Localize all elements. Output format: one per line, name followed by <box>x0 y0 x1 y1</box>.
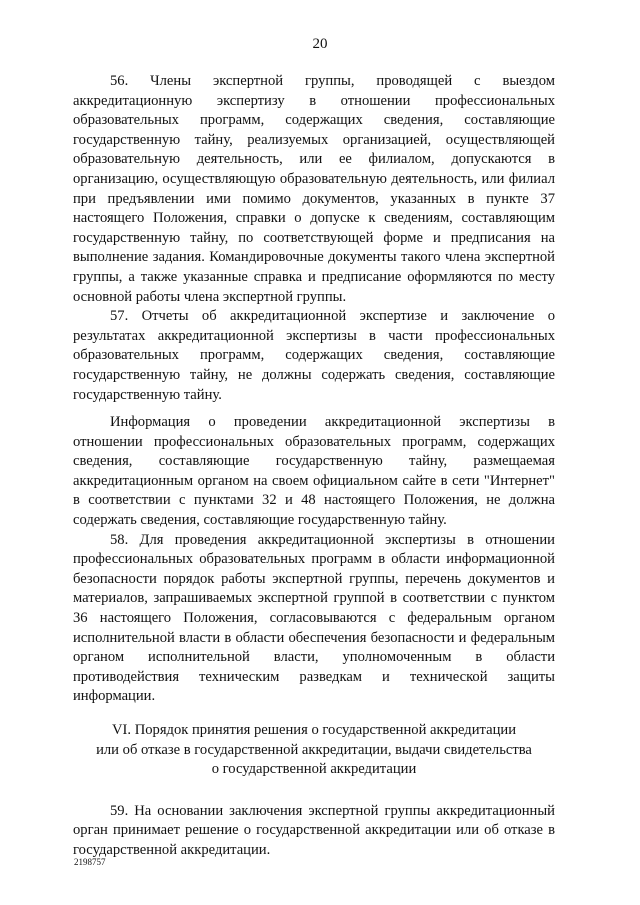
section-heading-line-2: или об отказе в государственной аккредитации, выдачи свидетельства <box>96 741 532 758</box>
section-heading-line-3: о государственной аккредитации <box>211 761 417 778</box>
document-code: 2198757 <box>74 857 106 867</box>
paragraph-57-information: Информация о проведении аккредитационной экспертизы в отношении профессиональных образовательных программ, содержащих сведения, составляющие государственную тайну, размещаемая аккредитационным органом на своем официальном сайте в сети "Интернет" в соответствии с пунктами 32 и 48 настоящего Положения, не должна содержать сведения, составляющие государственную тайну. <box>73 414 555 529</box>
document-body <box>73 72 555 861</box>
section-heading-line-1: VI. Порядок принятия решения о государственной аккредитации <box>112 722 516 738</box>
paragraph-58: 58. Для проведения аккредитационной экспертизы в отношении профессиональных образовательных программ в области информационной безопасности порядок работы экспертной группы, перечень документов и материалов, запрашиваемых экспертной группой в соответствии с пунктом 36 настоящего Положения, согласовываются с федеральным органом исполнительной власти в области обеспечения безопасности и федеральным органом исполнительной власти, уполномоченным в области противодействия техническим разведкам и технической защиты информации. <box>73 531 555 705</box>
paragraph-56: 56. Члены экспертной группы, проводящей с выездом аккредитационную экспертизу в отношении профессиональных образовательных программ, содержащих сведения, составляющие государственную тайну, реализуемых организацией, осуществляющей образовательную деятельность, или ее филиалом, допускаются в организацию, осуществляющую образовательную деятельность, или филиал при предъявлении ими помимо документов, указанных в пункте 37 настоящего Положения, справки о допуске к сведениям, составляющим государственную тайну, по соответствующей форме и предписания на выполнение задания. Командировочные документы такого члена экспертной группы, а также указанные справка и предписание оформляются по месту основной работы члена экспертной группы. <box>73 73 555 305</box>
section-heading <box>73 721 555 780</box>
page-number: 20 <box>312 36 328 52</box>
paragraph-57: 57. Отчеты об аккредитационной экспертизе и заключение о результатах аккредитационной экспертизы в части профессиональных образовательных программ, содержащих сведения, составляющие государственную тайну, не должны содержать сведения, составляющие государственную тайну. <box>73 308 555 403</box>
paragraph-59: 59. На основании заключения экспертной группы аккредитационный орган принимает решение о государственной аккредитации или об отказе в государственной аккредитации. <box>73 802 555 858</box>
